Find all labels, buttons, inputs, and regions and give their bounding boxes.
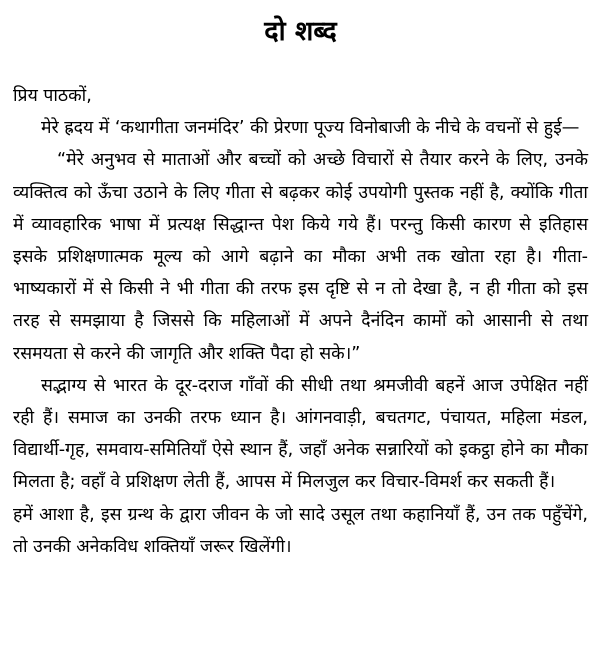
paragraph-intro: मेरे ह्रदय में ‘कथागीता जनमंदिर’ की प्रेरणा पूज्य विनोबाजी के नीचे के वचनों से हुई— xyxy=(41,118,580,139)
paragraph-quote: “मेरे अनुभव से माताओं और बच्चों को अच्छे विचारों से तैयार करने के लिए, उनके व्यक्तित्व को ऊँचा उठाने के लिए गीता से बढ़कर कोई उपयोगी पुस्तक नहीं है, क्योंकि गीता में व्यावहारिक भाषा में प्रत्यक्ष सिद्धान्त पेश किये गये हैं। परन्तु किसी कारण से इतिहास इसके प्रशिक्षणात्मक मूल्य को आगे बढ़ाने का मौका अभी तक खोता रहा है। गीता-भाष्यकारों में से किसी ने भी गीता की तरफ इस दृष्टि से न तो देखा है, न ही गीता को इस तरह से समझाया है जिससे कि महिलाओं में अपने दैनंदिन कामों को आसानी से तथा रसमयता से करने की जागृति और शक्ति पैदा हो सके।” xyxy=(13,150,588,364)
paragraph-hope: हमें आशा है, इस ग्रन्थ के द्वारा जीवन के जो सादे उसूल तथा कहानियाँ हैं, उन तक पहुँचेंगे, तो उनकी अनेकविध शक्तियाँ जरूर खिलेंगी। xyxy=(13,504,588,557)
paragraph-villages: सद्भाग्य से भारत के दूर-दराज गाँवों की सीधी तथा श्रमजीवी बहनें आज उपेक्षित नहीं रही हैं। समाज का उनकी तरफ ध्यान है। आंगनवाड़ी, बचतगट, पंचायत, महिला मंडल, विद्यार्थी-गृह, समवाय-समितियाँ ऐसे स्थान हैं, जहाँ अनेक सन्नारियों को इकट्ठा होने का मौका मिलता है; वहाँ वे प्रशिक्षण लेती हैं, आपस में मिलजुल कर विचार-विमर्श कर सकती हैं। xyxy=(13,375,588,493)
salutation: प्रिय पाठकों, xyxy=(13,86,92,106)
page-title: दो शब्द xyxy=(264,16,337,47)
body-text xyxy=(13,80,588,563)
